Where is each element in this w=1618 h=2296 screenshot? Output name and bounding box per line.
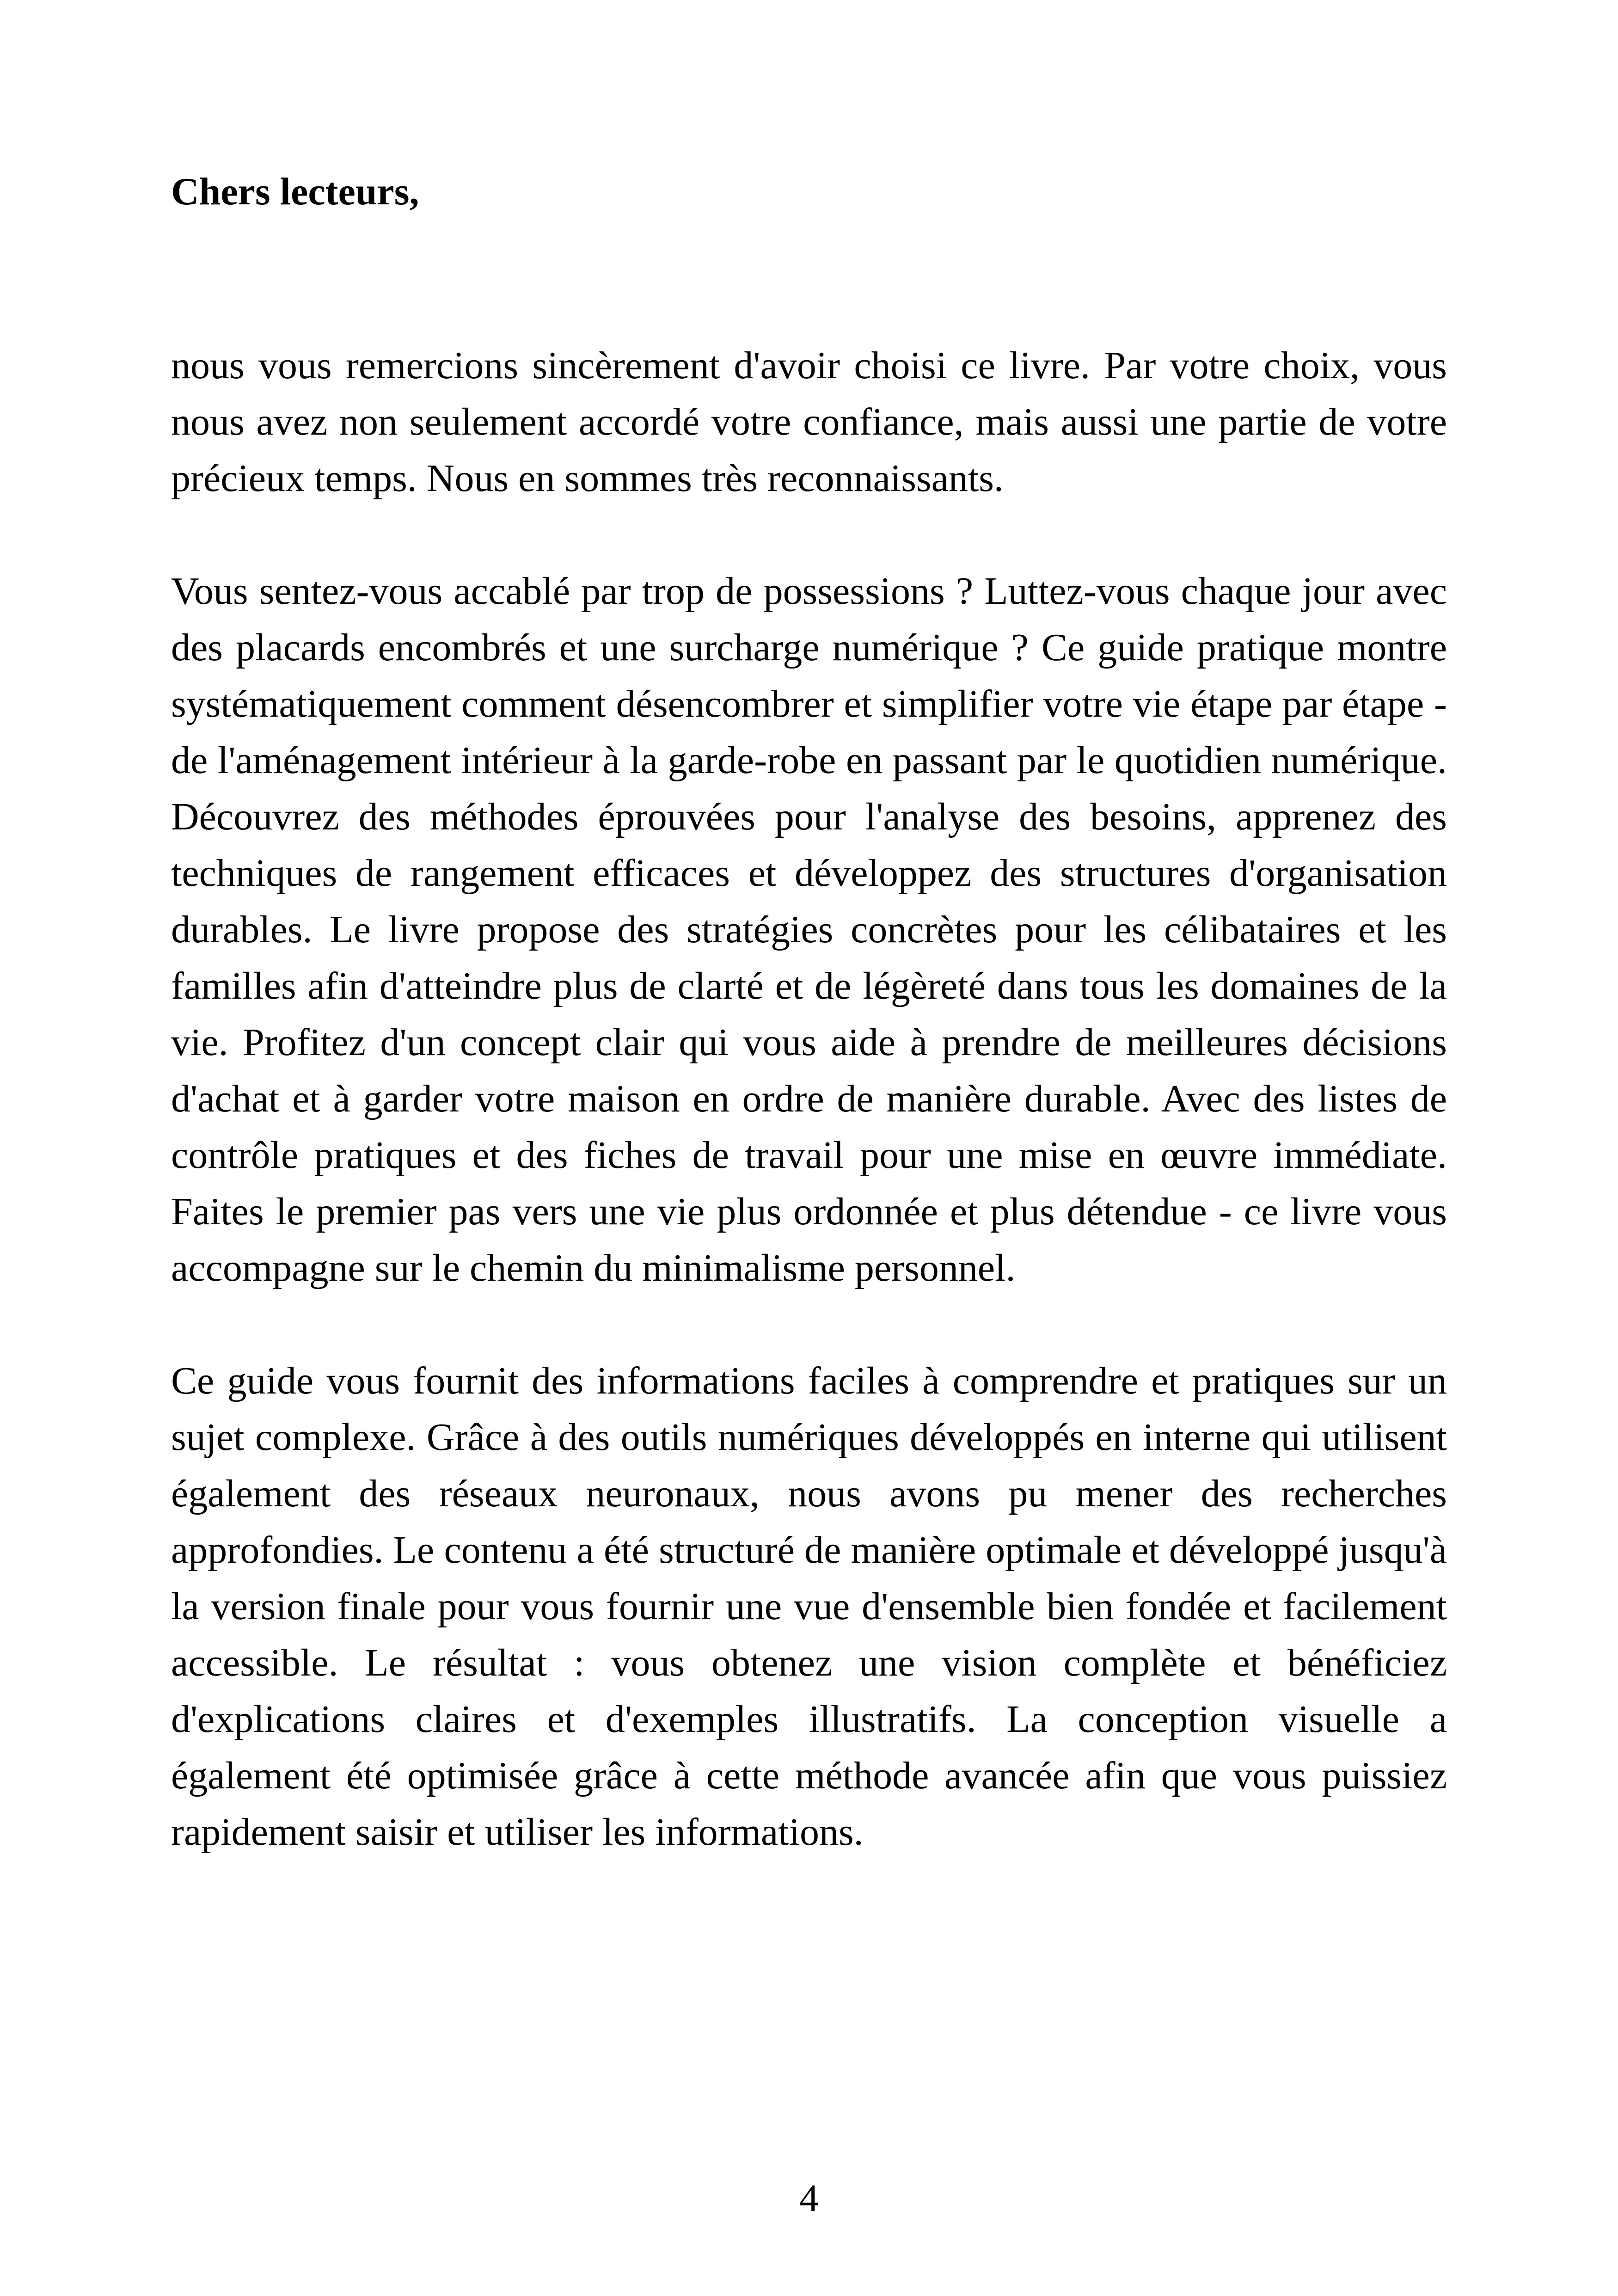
page-number: 4: [799, 2177, 819, 2220]
salutation-heading: Chers lecteurs,: [171, 170, 419, 213]
paragraph-method-note: Ce guide vous fournit des informations faciles à comprendre et pratiques sur un sujet complexe. Grâce à des outils numériques développés en interne qui utilisent également des réseaux neuronaux, nous avons pu mener des recherches approfondies. Le contenu a été structuré de manière optimale et développé jusqu'à la version finale pour vous fournir une vue d'ensemble bien fondée et facilement accessible. Le résultat : vous obtenez une vision complète et bénéficiez d'explications claires et d'exemples illustratifs. La conception visuelle a également été optimisée grâce à cette méthode avancée afin que vous puissiez rapidement saisir et utiliser les informations.: [171, 1359, 1447, 1854]
paragraph-thanks: nous vous remercions sincèrement d'avoir choisi ce livre. Par votre choix, vous nous avez non seulement accordé votre confiance, mais aussi une partie de votre précieux temps. Nous en sommes très reconnaissants.: [171, 344, 1447, 500]
page-content: [171, 166, 1447, 1917]
paragraph-book-summary: Vous sentez-vous accablé par trop de possessions ? Luttez-vous chaque jour avec des placards encombrés et une surcharge numérique ? Ce guide pratique montre systématiquement comment désencombrer et simplifier votre vie étape par étape - de l'aménagement intérieur à la garde-robe en passant par le quotidien numérique. Découvrez des méthodes éprouvées pour l'analyse des besoins, apprenez des techniques de rangement efficaces et développez des structures d'organisation durables. Le livre propose des stratégies concrètes pour les célibataires et les familles afin d'atteindre plus de clarté et de légèreté dans tous les domaines de la vie. Profitez d'un concept clair qui vous aide à prendre de meilleures décisions d'achat et à garder votre maison en ordre de manière durable. Avec des listes de contrôle pratiques et des fiches de travail pour une mise en œuvre immédiate. Faites le premier pas vers une vie plus ordonnée et plus détendue - ce livre vous accompagne sur le chemin du minimalisme personnel.: [171, 570, 1447, 1289]
